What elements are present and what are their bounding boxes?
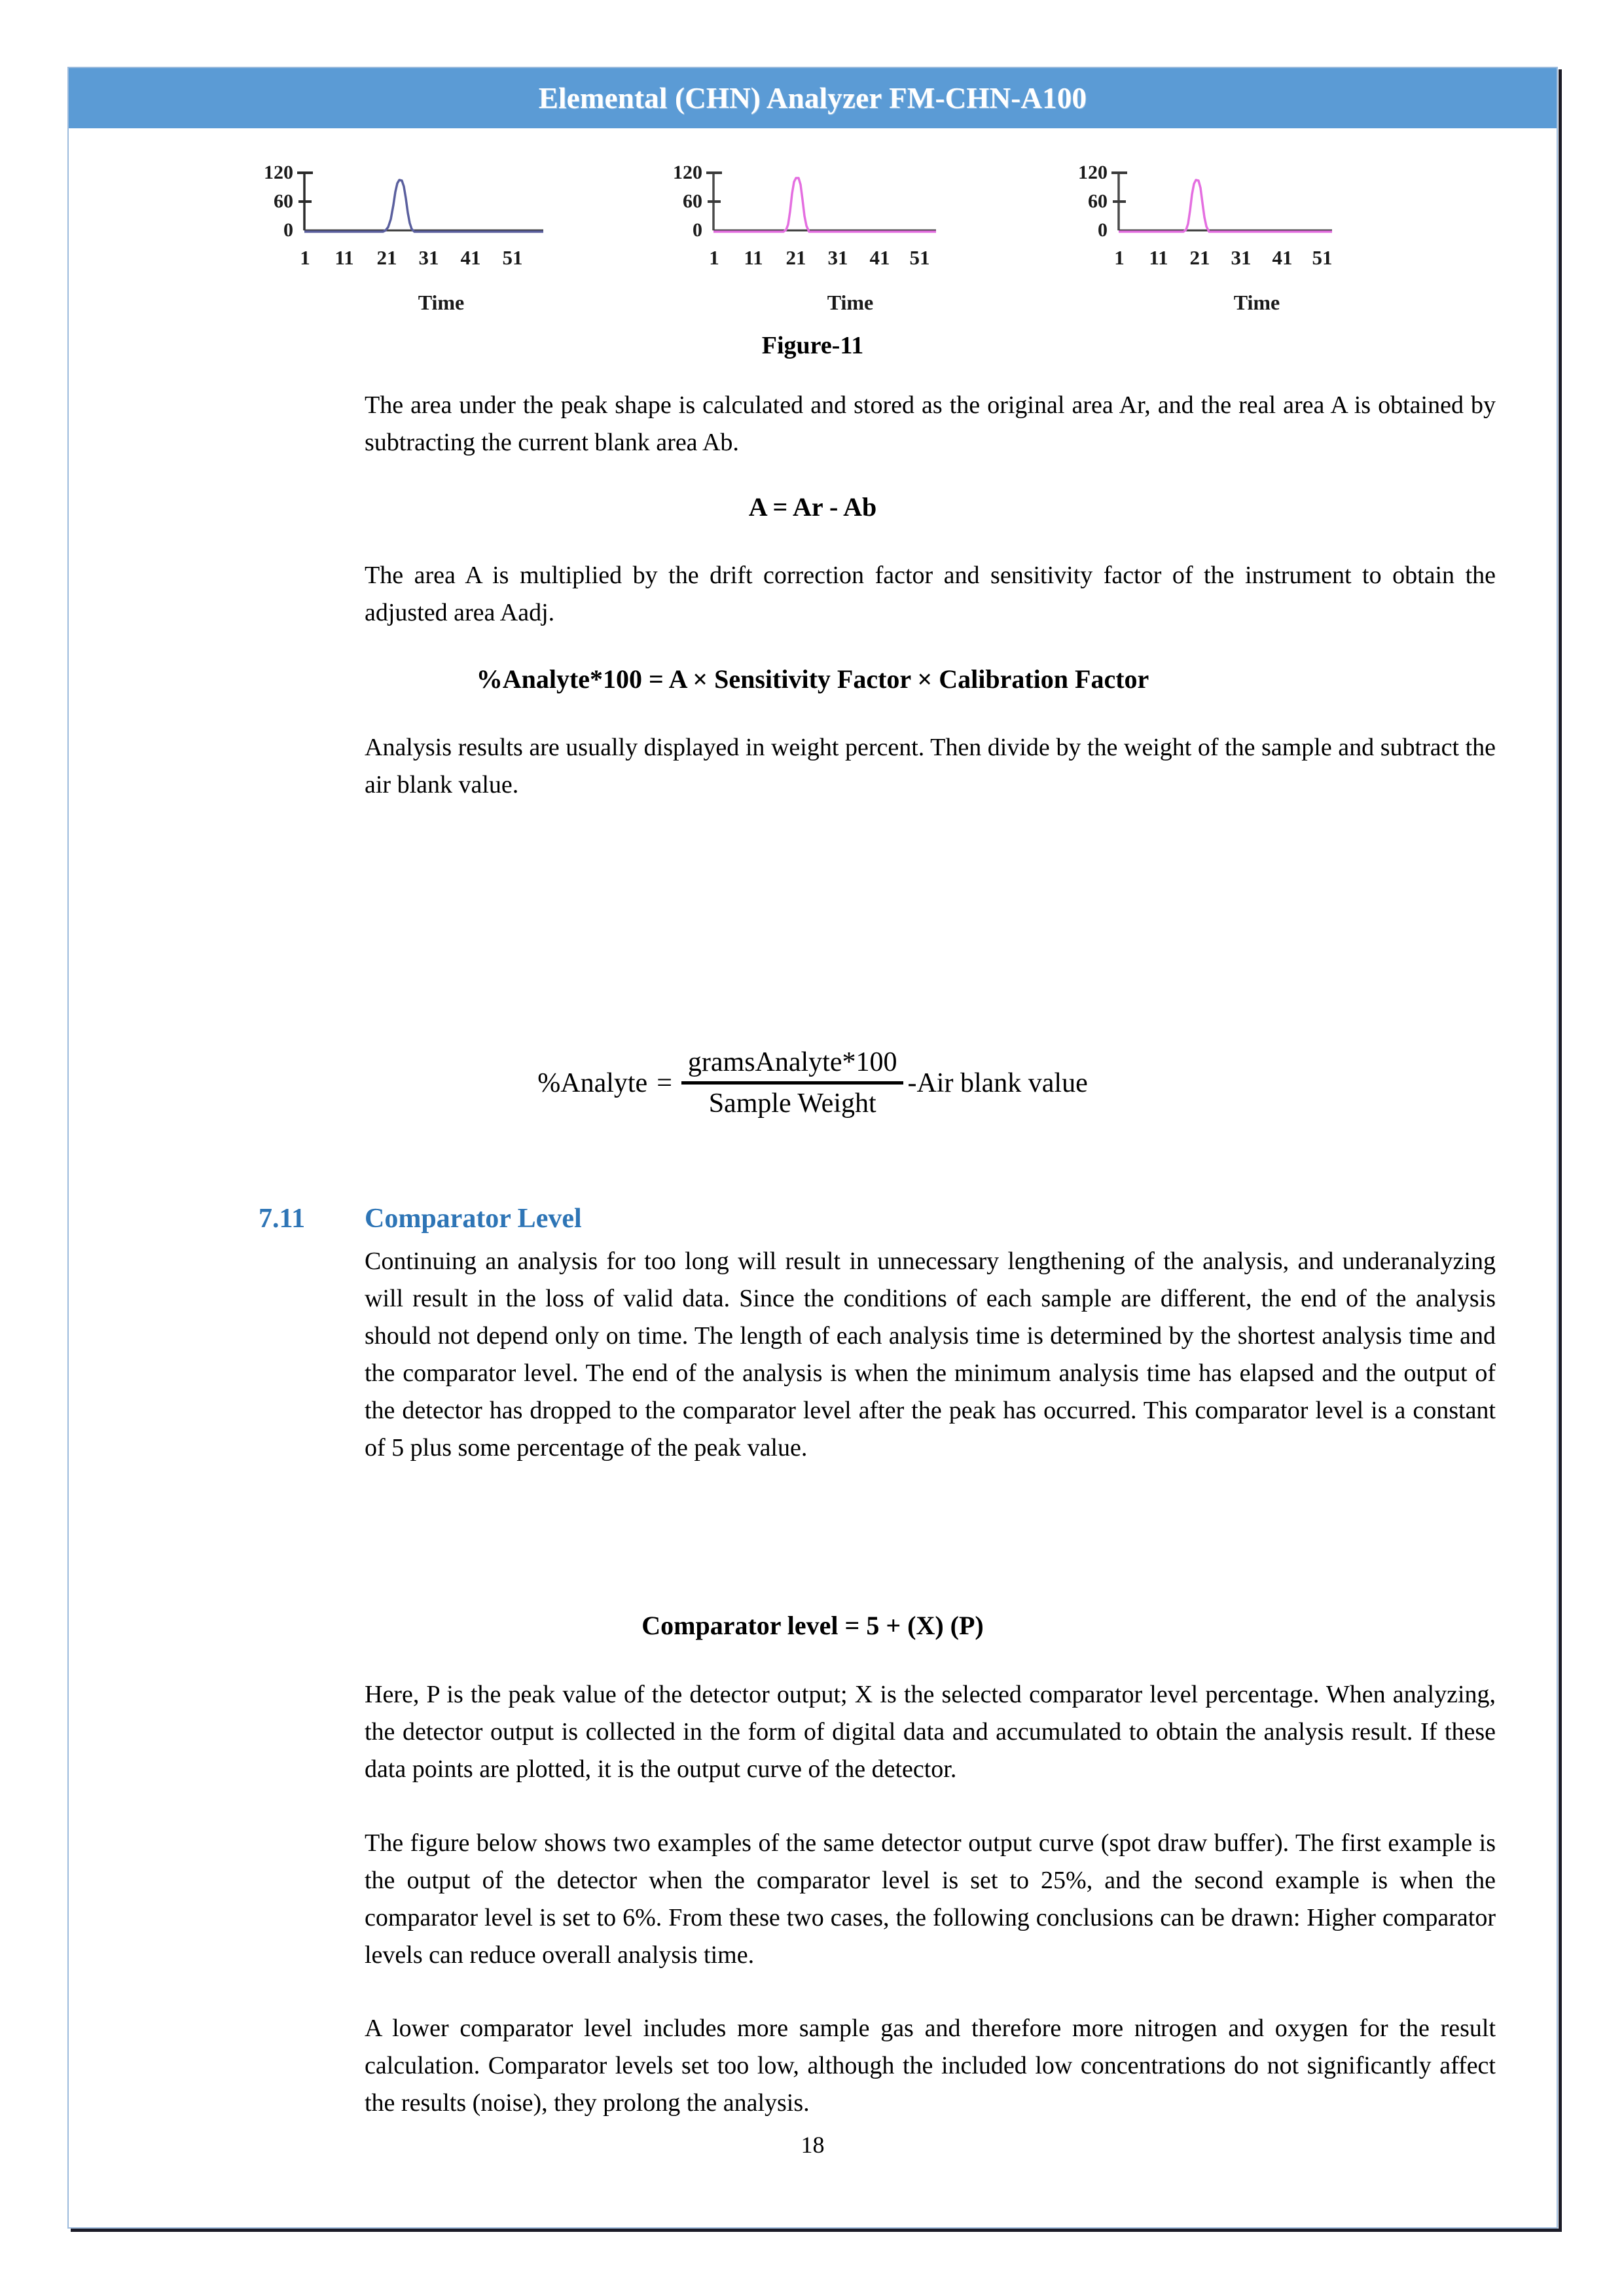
page-shadow-right [1559, 69, 1562, 2231]
figure-caption: Figure-11 [761, 332, 864, 359]
chart-2-trace [713, 178, 936, 232]
formula-analyte-sensitivity: %Analyte*100 = A × Sensitivity Factor × Calibration Factor [476, 664, 1149, 694]
formula-comparator-level: Comparator level = 5 + (X) (P) [641, 1611, 984, 1640]
chart-2-xticks [709, 246, 945, 276]
chart-2-ytick-0: 0 [693, 219, 702, 241]
paragraph-area-under-peak: The area under the peak shape is calculated and stored as the original area Ar, and the real area A is obtained by subtracting the current blank area Ab. [365, 391, 1496, 456]
chart-3-xtick: 31 [1231, 246, 1252, 269]
chart-2-xaxis-title: Time [827, 291, 874, 314]
page-shadow-bottom [71, 2229, 1562, 2232]
chart-2-ytick-60: 60 [683, 190, 702, 212]
paragraph-drift-correction: The area A is multiplied by the drift correction factor and sensitivity factor of the instrument to obtain the adjusted area Aadj. [365, 562, 1496, 626]
chart-2-xtick: 51 [909, 246, 930, 269]
chart-1-xaxis-title: Time [418, 291, 465, 314]
section-heading-comparator-level [259, 1203, 1496, 1234]
chart-2-svg [664, 164, 1018, 246]
chart-1-trace [304, 180, 543, 232]
chart-2-plot [664, 164, 1018, 246]
chart-1-xtick: 31 [418, 246, 439, 269]
figure-11-charts [255, 164, 1427, 315]
chart-1-xtick: 1 [300, 246, 310, 269]
chart-3-xtick: 1 [1114, 246, 1125, 269]
chart-1-xtick: 11 [334, 246, 354, 269]
math-fraction [681, 1046, 904, 1120]
chart-2-xtick: 21 [785, 246, 806, 269]
document-page [67, 67, 1558, 2229]
page-number: 18 [801, 2132, 825, 2158]
section-number: 7.11 [259, 1204, 306, 1234]
chart-1-plot [255, 164, 609, 246]
chart-3-plot [1074, 164, 1427, 246]
chart-3-svg [1074, 164, 1427, 246]
chart-1-xtick: 51 [502, 246, 523, 269]
math-equals-sign: = [657, 1067, 672, 1098]
math-numerator: gramsAnalyte*100 [687, 1047, 897, 1077]
formula-area-subtraction: A = Ar - Ab [748, 492, 877, 522]
detector-output-chart-2 [664, 164, 1018, 315]
paragraph-peak-value-definition: Here, P is the peak value of the detector output; X is the selected comparator level percentage. When analyzing, the detector output is collected in the form of digital data and accumulated to obtain the analysis result. If these data points are plotted, it is the output curve of the detector. [365, 1681, 1496, 1783]
document-header-banner [69, 68, 1557, 128]
chart-1-ytick-0: 0 [283, 219, 293, 241]
chart-3-xtick: 41 [1272, 246, 1293, 269]
math-denominator: Sample Weight [708, 1088, 876, 1119]
math-rhs: -Air blank value [907, 1067, 1088, 1098]
chart-3-xticks [1114, 246, 1350, 276]
chart-1-ytick-120: 120 [264, 164, 293, 183]
chart-3-xaxis-title: Time [1233, 291, 1280, 314]
paragraph-comparator-explanation: Continuing an analysis for too long will result in unnecessary lengthening of the analysis, and underanalyzing will result in the loss of valid data. Since the conditions of each sample are different, the end of the analysis should not depend only on time. The length of each analysis time is determined by the shortest analysis time and the comparator level. The end of the analysis is when the minimum analysis time has elapsed and the output of the detector has dropped to the comparator level after the peak has occurred. This comparator level is a constant of 5 plus some percentage of the peak value. [365, 1247, 1496, 1462]
chart-3-ytick-0: 0 [1098, 219, 1108, 241]
chart-2-xtick: 1 [709, 246, 719, 269]
document-title: Elemental (CHN) Analyzer FM-CHN-A100 [538, 82, 1087, 115]
detector-output-chart-1 [255, 164, 609, 315]
page-content [69, 128, 1557, 2227]
chart-3-xtick: 21 [1189, 246, 1210, 269]
chart-2-xtick: 41 [869, 246, 890, 269]
section-title: Comparator Level [365, 1204, 582, 1234]
paragraph-lower-comparator-level: A lower comparator level includes more sample gas and therefore more nitrogen and oxygen for the result calculation. Comparator levels set too low, although the included low concentrations do not significantly affect the results (noise), they prolong the analysis. [365, 2015, 1496, 2117]
chart-1-xtick: 21 [376, 246, 397, 269]
chart-3-trace [1119, 180, 1332, 232]
paragraph-weight-percent: Analysis results are usually displayed in weight percent. Then divide by the weight of the sample and subtract the air blank value. [365, 734, 1496, 798]
chart-1-xtick: 41 [460, 246, 481, 269]
paragraph-two-examples: The figure below shows two examples of the same detector output curve (spot draw buffer). The first example is the output of the detector when the comparator level is set to 25%, and the second example is when the comparator level is set to 6%. From these two cases, the following conclusions can be drawn: Higher comparator levels can reduce overall analysis time. [365, 1829, 1496, 1969]
chart-3-xtick: 51 [1312, 246, 1333, 269]
chart-2-ytick-120: 120 [673, 164, 702, 183]
chart-1-xticks [300, 246, 535, 276]
chart-3-ytick-120: 120 [1078, 164, 1108, 183]
chart-2-xtick: 11 [744, 246, 763, 269]
formula-percent-analyte-fraction [69, 1046, 1557, 1120]
math-lhs: %Analyte [537, 1067, 648, 1098]
chart-1-ytick-60: 60 [274, 190, 293, 212]
detector-output-chart-3 [1074, 164, 1427, 315]
chart-2-xtick: 31 [827, 246, 848, 269]
chart-1-svg [255, 164, 609, 246]
chart-3-xtick: 11 [1149, 246, 1168, 269]
chart-3-ytick-60: 60 [1088, 190, 1108, 212]
